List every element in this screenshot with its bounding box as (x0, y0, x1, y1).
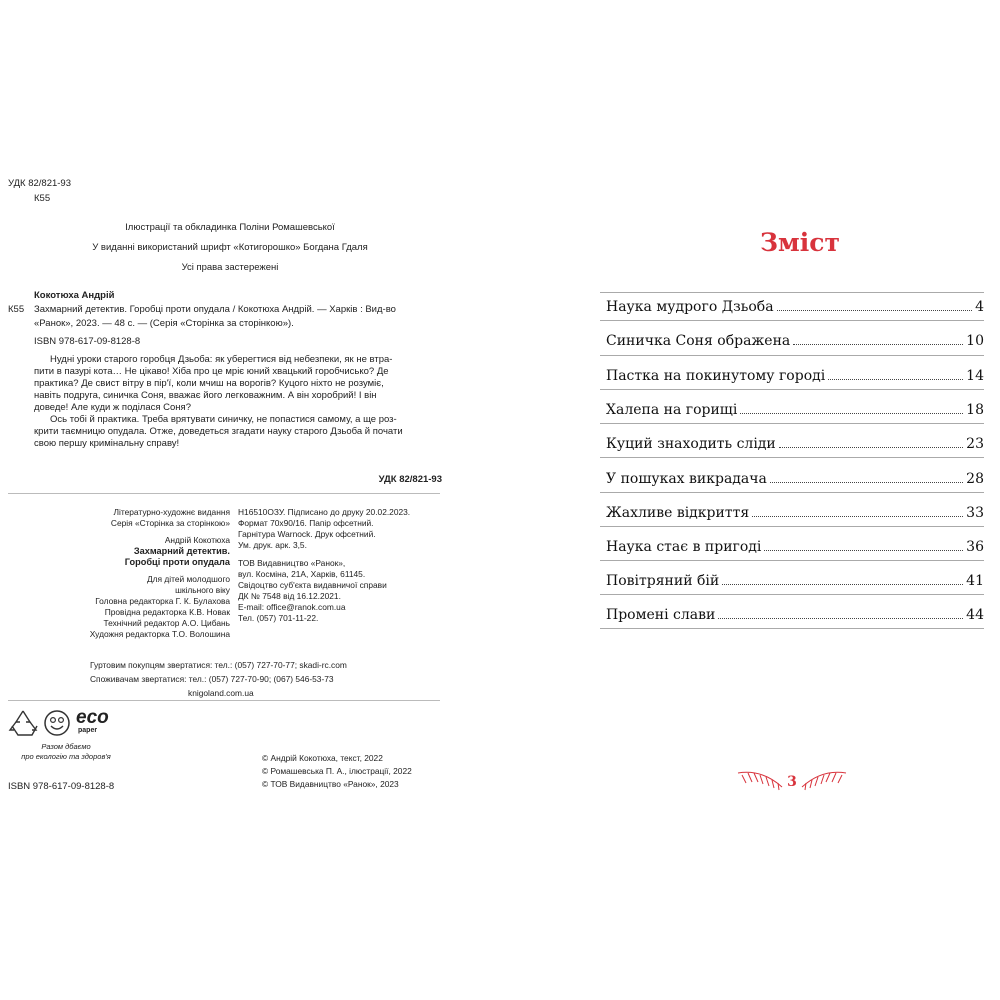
eco-logo-block (6, 708, 126, 768)
toc-item[interactable] (606, 396, 984, 418)
imprint-right-line: Свідоцтво суб'єкта видавничої справи (238, 580, 387, 590)
smiley-icon (42, 708, 72, 738)
credit-font: У виданні використаний шрифт «Котигорошко» Богдана Гдаля (92, 242, 368, 253)
toc-item-page: 4 (975, 299, 984, 315)
toc-leader (770, 482, 963, 483)
toc-leader (793, 344, 963, 345)
toc-leader (752, 516, 963, 517)
toc-item-page: 23 (966, 436, 984, 452)
eco-caption-2: про екологію та здоров'я (21, 752, 111, 761)
toc-rule (600, 526, 984, 527)
isbn-line: ISBN 978-617-09-8128-8 (34, 336, 141, 347)
eco-caption-1: Разом дбаємо (41, 742, 91, 751)
imprint-right-line: Ум. друк. арк. 3,5. (238, 540, 307, 550)
imprint-left-line: Горобці проти опудала (124, 557, 230, 567)
toc-rule (600, 423, 984, 424)
k55-label: К55 (8, 304, 25, 315)
credit-rights: Усі права застережені (181, 262, 279, 273)
toc-item-title: Пастка на покинутому городі (606, 368, 826, 384)
recycle-icon (6, 708, 40, 738)
toc-rule (600, 320, 984, 321)
toc-rule (600, 560, 984, 561)
imprint-right-line: Тел. (057) 701-11-22. (238, 613, 319, 623)
toc-item-page: 44 (966, 607, 984, 623)
eco-text: eco (76, 707, 109, 728)
toc-leader (722, 584, 963, 585)
imprint-left-line: Для дітей молодшого (146, 574, 230, 584)
contacts (90, 660, 430, 699)
toc-item[interactable] (606, 499, 984, 521)
toc-leader (777, 310, 973, 311)
annotation-line: практика? Де свист вітру в пір'ї, коли мчиш на ворогів? Куцого ніхто не розуміє, (34, 378, 384, 389)
toc-rule (600, 457, 984, 458)
toc-item-title: Куций знаходить сліди (606, 436, 776, 452)
copyright-text: © Андрій Кокотюха, текст, 2022 (262, 753, 383, 763)
imprint-right-line: ТОВ Видавництво «Ранок», (238, 558, 346, 568)
toc-item-page: 33 (966, 505, 984, 521)
page-number: 3 (787, 774, 797, 790)
imprint-left-line: Художня редакторка Т.О. Волошина (89, 629, 230, 639)
k55-top: К55 (34, 193, 51, 204)
annotation-line: пити в пазурі кота… Не цікаво! Хіба про це мріє юний хвацький горобчисько? Де (34, 366, 389, 377)
imprint-left (60, 507, 230, 640)
imprint-right-line: Н16510ОЗУ. Підписано до друку 20.02.2023. (238, 507, 411, 517)
isbn-bottom: ISBN 978-617-09-8128-8 (8, 781, 115, 792)
toc-title: Зміст (760, 228, 840, 257)
imprint-left-line: Захмарний детектив. (133, 546, 230, 556)
bib-line-2: «Ранок», 2023. — 48 с. — (Серія «Сторінка за сторінкою»). (34, 318, 294, 329)
toc-rule (600, 355, 984, 356)
toc-bottom-rule (600, 628, 984, 629)
imprint-right-line: Гарнітура Warnock. Друк офсетний. (238, 529, 376, 539)
toc-item-title: Повітряний бій (606, 573, 720, 589)
contacts-consumers: Споживачам звертатися: тел.: (057) 727-70-90; (067) 546-53-73 (90, 674, 334, 684)
toc-leader (828, 379, 963, 380)
annotation-line: навіть подруга, синичка Соня, вважає його легковажним. А він хоробрий! І він (34, 390, 377, 401)
copyright-publisher: © ТОВ Видавництво «Ранок», 2023 (262, 779, 399, 789)
annotation (34, 354, 442, 450)
toc-item-page: 14 (966, 368, 984, 384)
imprint-left-line: Серія «Сторінка за сторінкою» (110, 518, 230, 528)
credit-illustrations: Ілюстрації та обкладинка Поліни Ромашевської (125, 222, 335, 233)
separator-bottom (8, 700, 440, 701)
toc-item[interactable] (606, 601, 984, 623)
contacts-wholesale: Гуртовим покупцям звертатися: тел.: (057) 727-70-77; skadi-rc.com (90, 660, 347, 670)
toc-item[interactable] (606, 430, 984, 452)
bib-line-1: Захмарний детектив. Горобці проти опудала / Кокотюха Андрій. — Харків : Вид-во (34, 304, 396, 315)
annotation-line: крити таємницю опудала. Отже, доведеться згадати науку старого Дзьоба й почати (34, 426, 403, 437)
toc-leader (764, 550, 963, 551)
toc-leader (718, 618, 963, 619)
eco-paper-text: paper (78, 727, 98, 734)
author: Кокотюха Андрій (34, 290, 115, 301)
imprint-left-line: Андрій Кокотюха (164, 535, 230, 545)
toc-item-page: 18 (966, 402, 984, 418)
annotation-line: доведе! Але куди ж поділася Соня? (34, 402, 191, 413)
toc-rule (600, 594, 984, 595)
toc-item[interactable] (606, 567, 984, 589)
copyrights (262, 752, 462, 791)
annotation-line: свою першу кримінальну справу! (34, 438, 180, 449)
toc-rule (600, 389, 984, 390)
imprint-left-line: Головна редакторка Г. К. Булахова (95, 596, 230, 606)
toc-item-title: Наука мудрого Дзьоба (606, 299, 774, 315)
imprint-right-line: E-mail: office@ranok.com.ua (238, 602, 346, 612)
toc-item-title: Жахливе відкриття (606, 505, 750, 521)
toc-item-page: 28 (966, 471, 984, 487)
toc-leader (779, 447, 963, 448)
toc-item[interactable] (606, 327, 984, 349)
imprint-right-line: Формат 70х90/16. Папір офсетний. (238, 518, 374, 528)
imprint-right (238, 507, 443, 624)
imprint-left-line: Літературно-художнє видання (113, 507, 230, 517)
imprint-left-line: Провідна редакторка К.В. Новак (104, 607, 230, 617)
toc-item-title: У пошуках викрадача (606, 471, 767, 487)
toc-item-page: 41 (966, 573, 984, 589)
toc-item-page: 36 (966, 539, 984, 555)
separator-top (8, 493, 440, 494)
toc-item-page: 10 (966, 333, 984, 349)
toc-item[interactable] (606, 533, 984, 555)
toc-item[interactable] (606, 293, 984, 315)
copyright-illustrations: © Ромашевська П. А., ілюстрації, 2022 (262, 766, 412, 776)
imprint-right-line: вул. Косміна, 21А, Харків, 61145. (238, 569, 366, 579)
toc-item[interactable] (606, 362, 984, 384)
toc-item-title: Наука стає в пригоді (606, 539, 762, 555)
toc-item-title: Халепа на горищі (606, 402, 738, 418)
imprint-right-line: ДК № 7548 від 16.12.2021. (238, 591, 341, 601)
page-number-ornament (732, 765, 852, 805)
udk-top: УДК 82/821-93 (8, 178, 72, 189)
toc-leader (740, 413, 963, 414)
toc-item-title: Синичка Соня ображена (606, 333, 791, 349)
toc-item[interactable] (606, 465, 984, 487)
annotation-line: Ось тобі й практика. Треба врятувати синичку, не попастися самому, а ще роз- (50, 414, 397, 425)
toc-rule (600, 492, 984, 493)
toc-item-title: Промені слави (606, 607, 716, 623)
imprint-left-line: Технічний редактор А.О. Цибань (103, 618, 230, 628)
annotation-line: Нудні уроки старого горобця Дзьоба: як уберегтися від небезпеки, як не втра- (50, 354, 393, 365)
contacts-website: knigoland.com.ua (188, 688, 254, 698)
udk-bottom: УДК 82/821-93 (378, 474, 442, 485)
imprint-left-line: шкільного віку (175, 585, 230, 595)
